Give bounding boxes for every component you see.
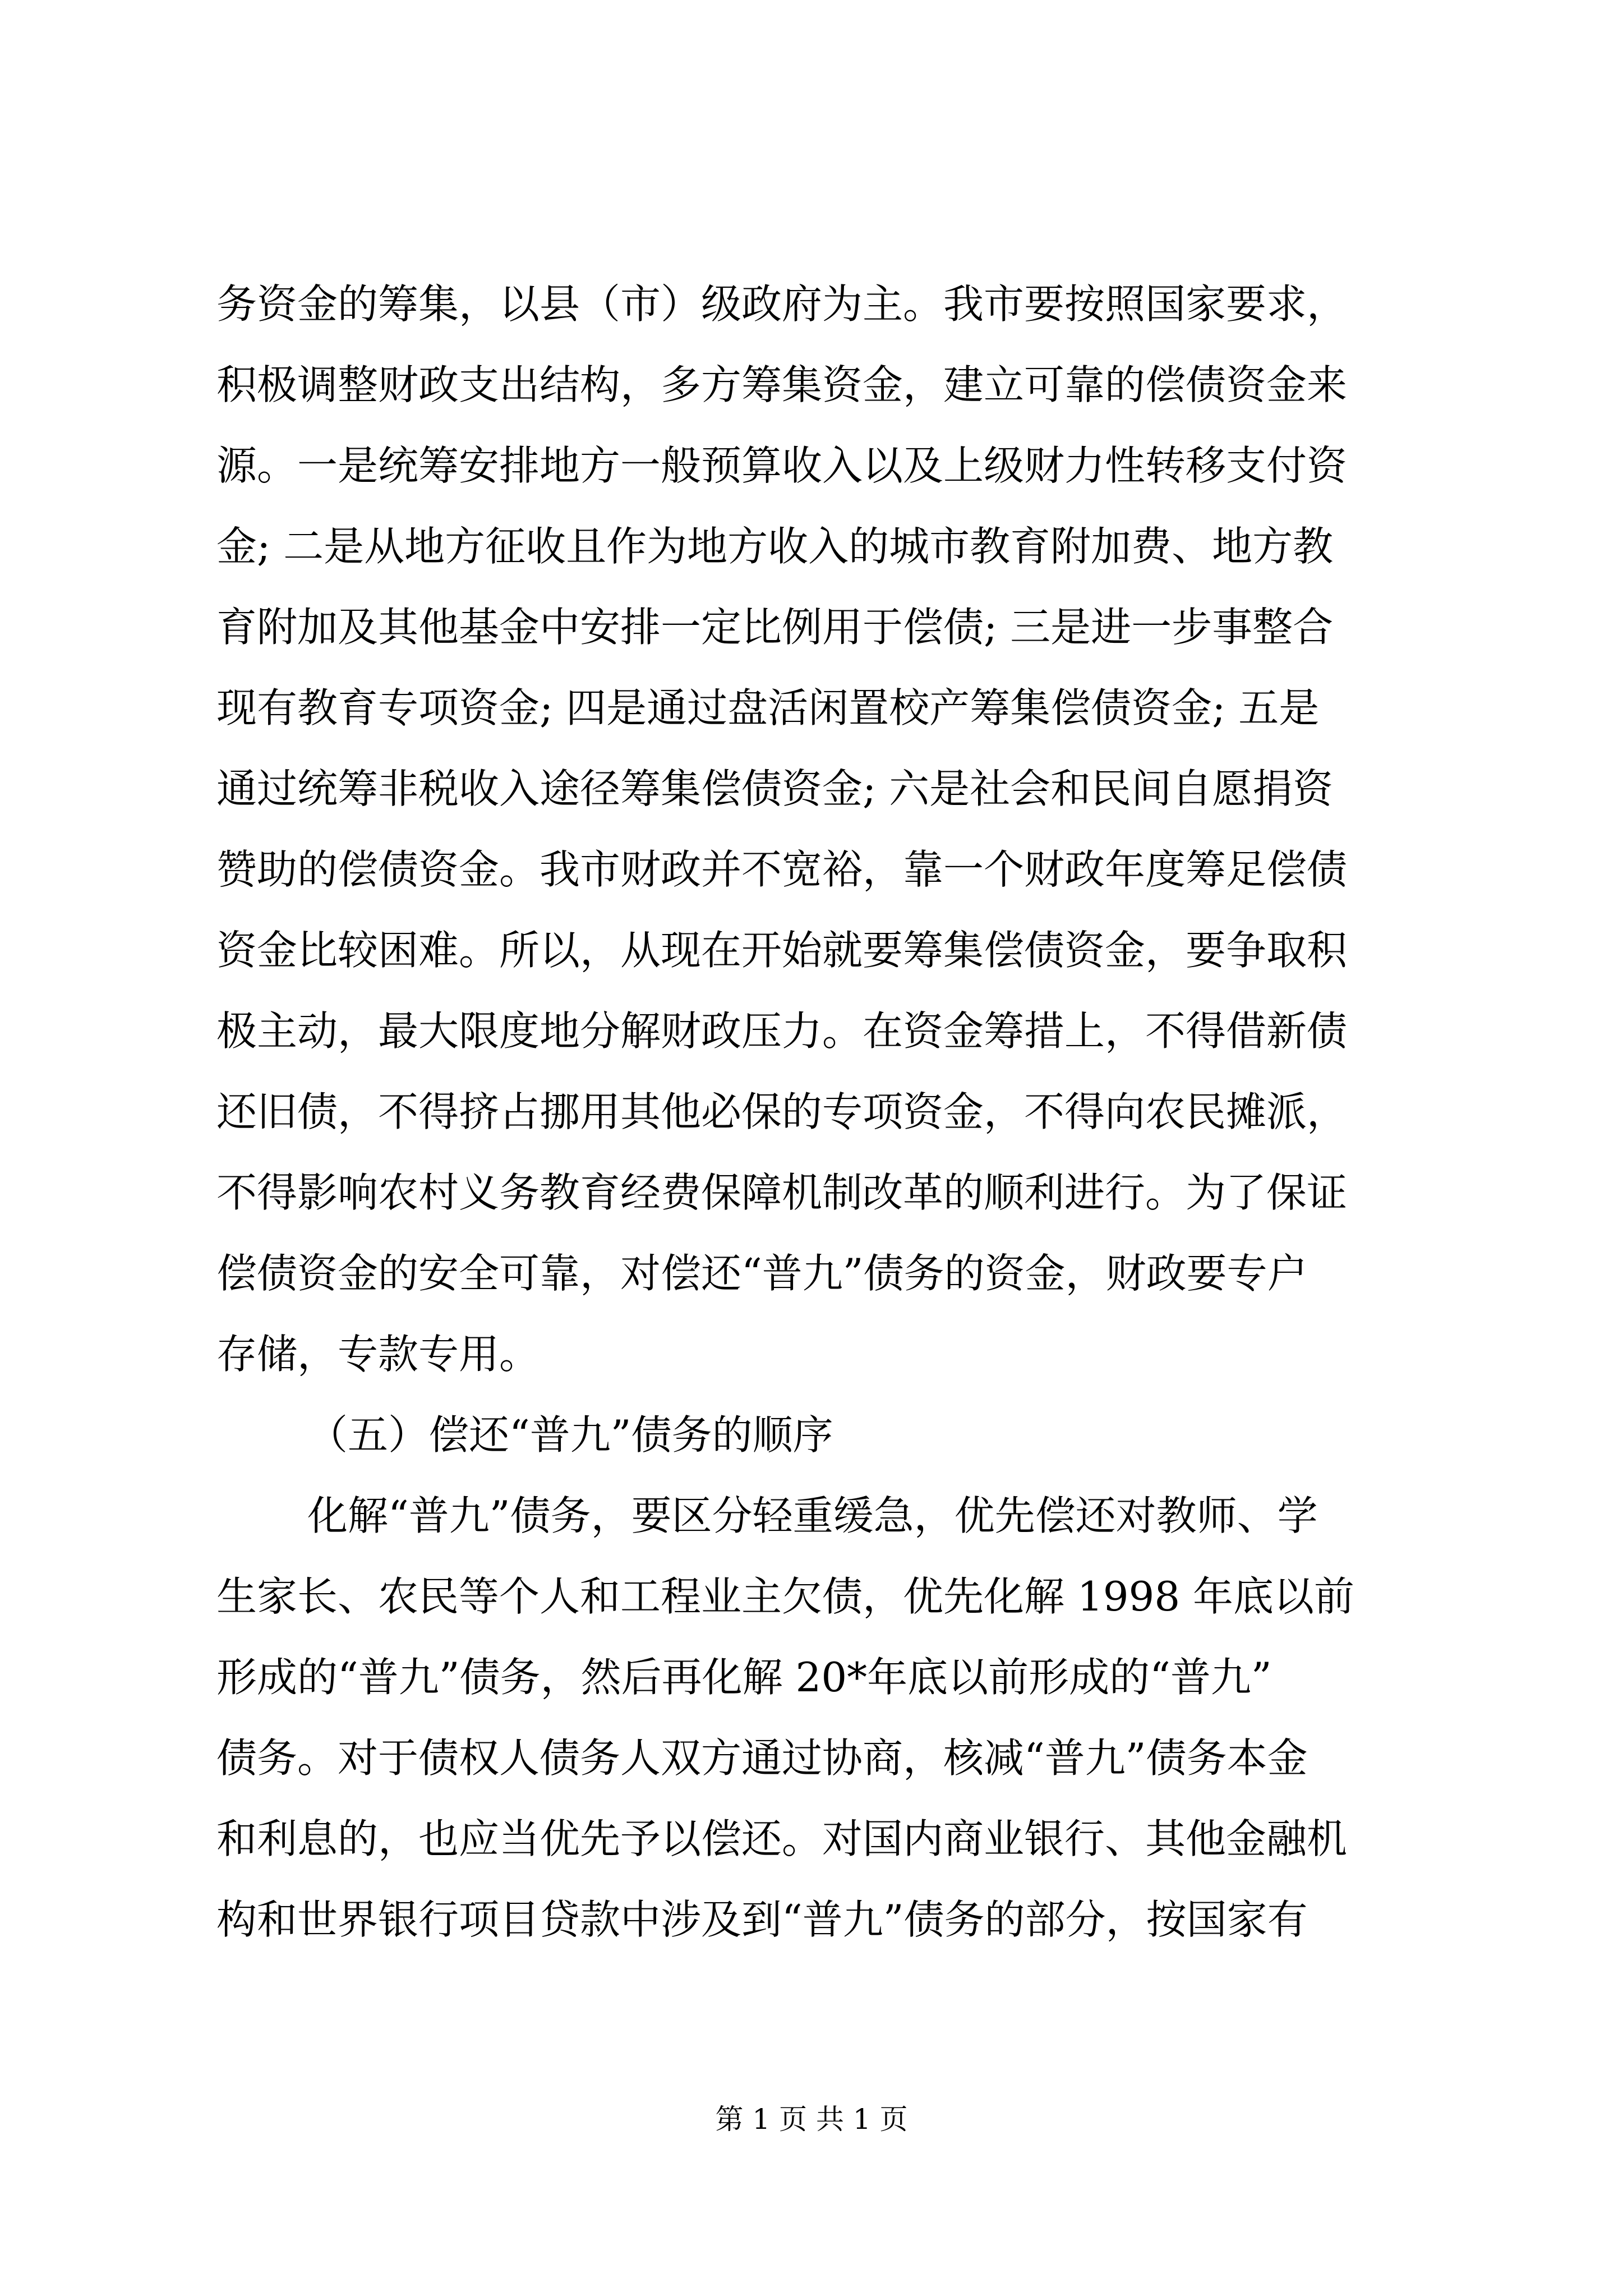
document-page: 务资金的筹集，以县（市）级政府为主。我市要按照国家要求， 积极调整财政支出结构，多方筹集资金，建立可靠的偿债资金来 源。一是统筹安排地方一般预算收入以及上级财力性转移支付资 金; 二是从地方征收且作为地方收入的城市教育附加费、地方教 育附加及其他基金中安排一定比例用于偿债; 三是进一步事整合 现有教育专项资金; 四是通过盘活闲置校产筹集偿债资金; 五是 通过统筹非税收入途径筹集偿债资金; 六是社会和民间自愿捐资 赞助的偿债资金。我市财政并不宽裕，靠一个财政年度筹足偿债 资金比较困难。所以，从现在开始就要筹集偿债资金，要争取积 极主动，最大限度地分解财政压力。在资金筹措上，不得借新债 还旧债，不得挤占挪用其他必保的专项资金，不得向农民摊派， 不得影响农村义务教育经费保障机制改革的顺利进行。为了保证 偿债资金的安全可靠，对偿还“普九”债务的资金，财政要专户 存储，专款专用。 （五）偿还“普九”债务的顺序 化解“普九”债务，要区分轻重缓急，优先偿还对教师、学 生家长、农民等个人和工程业主欠债，优先化解 1998 年底以前 形成的“普九”债务，然后再化解 20*年底以前形成的“普九” 债务。对于债权人债务人双方通过协商，核减“普九”债务本金 和利息的，也应当优先予以偿还。对国内商业银行、其他金融机 构和世界银行项目贷款中涉及到“普九”债务的部分，按国家有 第 1 页 共 1 页	[0, 0, 1623, 2296]
page-footer: 第 1 页 共 1 页	[715, 2103, 908, 2136]
